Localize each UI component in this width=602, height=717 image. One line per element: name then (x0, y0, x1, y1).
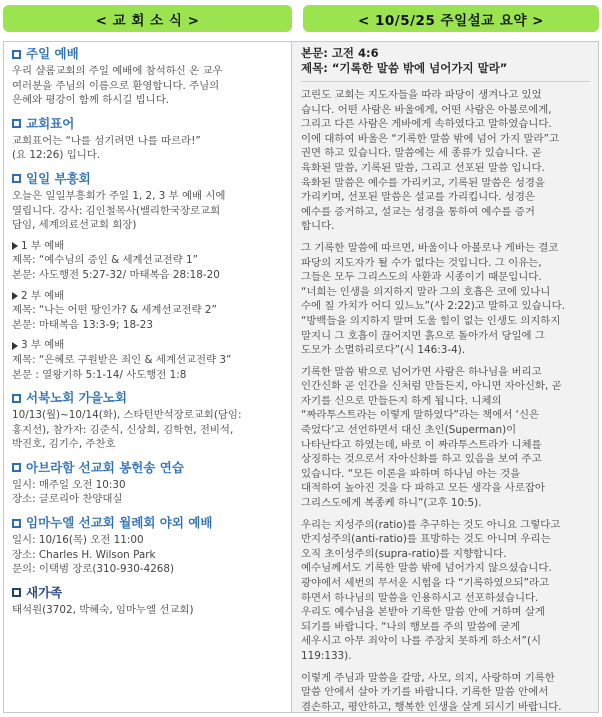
service-title: 제목: “예수님의 증인 & 세계선교전략 1” (12, 254, 199, 267)
text-line: (요 12:26) 입니다. (12, 149, 101, 162)
sermon-line: 이에 대하여 바울은 “기록한 말씀 밖에 넘어 가지 말라”고 (301, 132, 560, 145)
sermon-line: 파당의 지도자가 될 수가 없다는 것입니다. 그 이유는, (301, 256, 542, 269)
fall-presbytery-title: 서북노회 가을노회 (12, 390, 286, 406)
sermon-line: 반지성주의(anti-ratio)를 표방하는 것도 아니며 우리는 (301, 533, 551, 546)
service-scripture: 본문 : 열왕기하 5:1-14/ 사도행전 1:8 (12, 368, 187, 381)
sermon-scripture: 본문: 고전 4:6 (301, 46, 379, 60)
choir-title: 아브라함 선교회 봉헌송 연습 (12, 460, 286, 476)
sermon-line: 우리는 지성주의(ratio)를 추구하는 것도 아니요 그렇다고 (301, 518, 561, 531)
sermon-line: 기록한 말씀 밖으로 넘어가면 사람은 하나님을 버리고 (301, 365, 542, 378)
sermon-line: 말지니 그 호흡이 끊어지면 흙으로 돌아가서 당일에 그 (301, 329, 545, 342)
text-line: 박진호, 김기수, 주찬호 (12, 438, 116, 451)
text-line: 일시: 10/16(목) 오전 11:00 (12, 534, 144, 547)
square-bullet-icon (12, 519, 21, 528)
sermon-line: 이렇게 주님과 말씀을 갈망, 사모, 의지, 사랑하며 기록한 (301, 671, 555, 684)
fall-presbytery-section (12, 390, 286, 452)
sermon-line: 대적하여 높아진 것을 다 파하고 모든 생각을 사로잡아 (301, 482, 545, 495)
square-bullet-icon (12, 174, 21, 183)
text-line: 은혜와 평강이 함께 하시길 빕니다. (12, 94, 170, 107)
service-title: 제목: “나는 어떤 땅인가? & 세계선교전략 2” (12, 304, 217, 317)
sermon-line: 있습니다. “모든 이론을 파하며 하나님 아는 것을 (301, 467, 521, 480)
sermon-line: 그리스도에게 복종케 하니”(고후 10:5). (301, 497, 482, 510)
new-family-title: 새가족 (12, 585, 286, 601)
motto-section (12, 116, 286, 163)
sermon-body (301, 88, 590, 714)
sermon-line: 그리고 다른 사람은 게바에게 속하였다고 말하였습니다. (301, 118, 552, 131)
service-label: 2 부 예배 (12, 289, 286, 304)
text-line: 문의: 이택범 장로(310-930-4268) (12, 563, 175, 576)
sermon-line: 광야에서 세번의 무서운 시험을 다 “기록하였으되”라고 (301, 577, 550, 589)
sermon-paragraph (301, 518, 590, 664)
sermon-line: 오직 초이성주의(supra-ratio)를 지향합니다. (301, 547, 507, 560)
service-label: 1 부 예배 (12, 239, 286, 254)
triangle-bullet-icon (12, 292, 18, 300)
square-bullet-icon (12, 50, 21, 59)
divider (301, 81, 590, 82)
sermon-line: 수에 칠 가치가 어디 있느뇨”(사 2:22)고 말하고 있습니다. (301, 300, 565, 313)
sermon-line: “짜라투스트라는 이렇게 말하였다”라는 책에서 ‘신은 (301, 409, 540, 422)
text-line: 열립니다. 강사: 김인철목사(밸리한국장로교회 (12, 204, 221, 217)
sermon-line: 하면서 하나님의 말씀을 인용하시고 선포하셨습니다. (301, 591, 539, 604)
church-news-banner: < 교 회 소 식 > (3, 5, 292, 32)
text-line: 홍지선), 참가자: 김준식, 신상희, 김학현, 전비석, (12, 423, 234, 436)
square-bullet-icon (12, 394, 21, 403)
sermon-line: 육화된 말씀은 예수를 가리키고, 기록된 말씀은 성경을 (301, 176, 545, 189)
choir-section (12, 460, 286, 507)
sermon-line: 세우시고 아무 죄악이 나를 주장치 못하게 하소서”(시 (301, 635, 542, 648)
sermon-paragraph (301, 365, 590, 511)
revival-title: 일일 부흥회 (12, 171, 286, 187)
text-line: 일시: 매주일 오전 10:30 (12, 478, 126, 491)
text-line: 태석원(3702, 박혜숙, 임마누엘 선교회) (12, 603, 194, 616)
square-bullet-icon (12, 588, 21, 597)
motto-title: 교회표어 (12, 116, 286, 132)
sermon-line: 도모가 소멸하리로다”(시 146:3-4). (301, 344, 466, 357)
triangle-bullet-icon (12, 242, 18, 250)
text-line: 우리 샬롬교회의 주일 예배에 참석하신 온 교우 (12, 65, 223, 77)
sermon-line: 자기를 신으로 만들든지 하게 됩니다. 니체의 (301, 394, 502, 407)
sermon-line: 가리키며, 선포된 말씀은 설교를 가리킵니다. 성경은 (301, 191, 535, 204)
square-bullet-icon (12, 463, 21, 472)
sermon-line: 겸손하고, 평안하고, 행복한 인생을 살게 되시기 바랍니다. (301, 700, 562, 713)
sermon-paragraph (301, 671, 590, 715)
sermon-line: 예수를 증거하고, 설교는 성경을 통하여 예수를 증거 (301, 205, 535, 218)
sermon-line: 나타난다고 하였는데, 바로 이 짜라투스트라가 니체를 (301, 438, 542, 451)
worship-title: 주일 예배 (12, 46, 286, 62)
service-scripture: 본문: 마태복음 13:3-9; 18-23 (12, 318, 154, 331)
text-line: 교회표어는 “나를 섬기려면 나를 따르라!” (12, 134, 201, 147)
sermon-line: 상징하는 것으로서 자아신화를 하고 있음을 보여 주고 (301, 453, 542, 466)
sermon-summary-banner: < 10/5/25 주일설교 요약 > (303, 5, 599, 32)
text-line: 장소: Charles H. Wilson Park (12, 548, 156, 561)
sermon-line: 인간신화 곧 인간을 신처럼 만들든지, 아니면 자아신화, 곧 (301, 380, 562, 393)
sermon-line: 육화된 말씀, 기록된 말씀, 그리고 선포된 말씀 입니다. (301, 161, 545, 174)
text-line: 10/13(월)~10/14(화), 스타턴반석장로교회(담임: (12, 409, 242, 422)
sermon-line: “방백들을 의지하지 말며 도울 힘이 없는 인생도 의지하지 (301, 314, 561, 327)
sermon-title: 제목: “기록한 말씀 밖에 넘어가지 말라” (301, 61, 508, 75)
sermon-line: “너희는 인생을 의지하지 말라 그의 호흡은 코에 있나니 (301, 285, 551, 298)
sermon-line: 습니다. 어떤 사람은 바울에게, 어떤 사람은 아볼로에게, (301, 103, 552, 116)
worship-section (12, 46, 286, 108)
text-line: 여러분을 주님의 이름으로 환영합니다. 주님의 (12, 79, 220, 92)
service-title: 제목: “은혜로 구원받은 죄인 & 세계선교전략 3” (12, 353, 232, 366)
new-family-section (12, 585, 286, 618)
square-bullet-icon (12, 119, 21, 128)
picnic-title: 임마누엘 선교회 월례회 야외 예배 (12, 515, 286, 531)
sermon-line: 되기를 바랍니다. “나의 행보를 주의 말씀에 굳게 (301, 620, 521, 633)
sermon-line: 119:133). (301, 649, 352, 662)
revival-section (12, 171, 286, 382)
sermon-panel (291, 41, 599, 713)
text-line: 오늘은 일일부흥회가 주일 1, 2, 3 부 예배 시에 (12, 189, 226, 202)
church-news-panel (3, 41, 292, 713)
sermon-line: 죽었다’고 선언하면서 대신 초인(Superman)이 (301, 424, 517, 437)
triangle-bullet-icon (12, 342, 18, 350)
sermon-line: 우리도 예수님을 본받아 기록한 말씀 안에 거하며 살게 (301, 606, 545, 619)
text-line: 담임, 세계의료선교회 회장) (12, 219, 137, 232)
text-line: 장소: 글로리아 찬양대실 (12, 493, 123, 506)
sermon-line: 그들은 모두 그리스도의 사환과 시종이기 때문입니다. (301, 271, 542, 284)
sermon-line: 예수님께서도 기록한 말씀 밖에 넘어가지 않으셨습니다. (301, 562, 552, 575)
picnic-section (12, 515, 286, 577)
sermon-line: 고린도 교회는 지도자들을 따라 파당이 생겨나고 있었 (301, 89, 542, 101)
service-scripture: 본문: 사도행전 5:27-32/ 마태복음 28:18-20 (12, 268, 220, 281)
sermon-line: 그 기록한 말씀에 따르면, 바울이나 아볼로나 게바는 결코 (301, 241, 559, 254)
sermon-line: 합니다. (301, 220, 335, 233)
service-label: 3 부 예배 (12, 338, 286, 353)
sermon-paragraph (301, 241, 590, 358)
sermon-line: 말씀 안에서 살아 가기를 바랍니다. 기록한 말씀 안에서 (301, 686, 549, 699)
sermon-line: 권면 하고 있습니다. 말씀에는 세 종류가 있습니다. 곧 (301, 147, 542, 160)
sermon-paragraph (301, 88, 590, 234)
